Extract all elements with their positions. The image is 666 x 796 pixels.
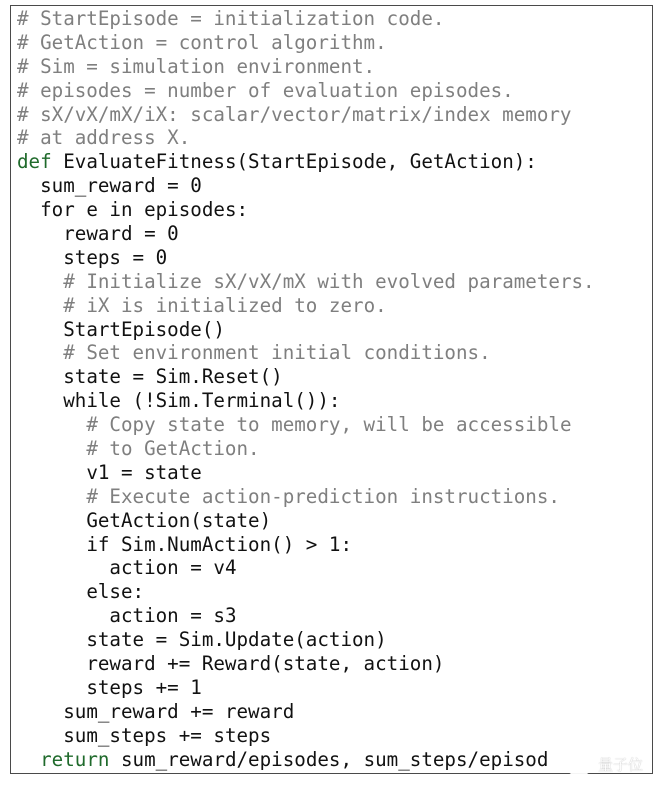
code-indent [17,700,63,723]
code-line [17,31,595,55]
code-indent [17,389,63,412]
code-comment: # Sim = simulation environment. [17,54,376,78]
code-line [17,79,595,103]
code-indent [17,485,86,508]
code-text: StartEpisode() [63,317,225,341]
code-line [17,389,595,413]
code-indent [17,413,86,436]
code-line [17,222,595,246]
watermark-label: 量子位 [598,756,644,774]
code-comment: # iX is initialized to zero. [63,293,387,317]
code-line [17,509,595,533]
code-text: reward = 0 [63,222,179,246]
code-indent [17,748,40,771]
code-indent [17,509,86,532]
code-comment: # Set environment initial conditions. [63,341,491,365]
code-line [17,700,595,724]
code-line [17,413,595,437]
code-line [17,485,595,509]
code-comment: # to GetAction. [86,437,260,461]
code-comment: # Copy state to memory, will be accessible [86,413,572,437]
code-indent [17,365,63,388]
code-text: state = Sim.Reset() [63,365,283,389]
watermark [566,754,643,775]
code-line [17,556,595,580]
code-comment: # episodes = number of evaluation episodes. [17,78,514,102]
code-text: v1 = state [86,460,202,484]
code-indent [17,533,86,556]
code-block [17,7,595,772]
code-line [17,150,595,174]
code-indent [17,270,63,293]
code-text: sum_reward += reward [63,699,295,723]
code-line [17,533,595,557]
code-line [17,437,595,461]
code-indent [17,246,63,269]
code-line [17,126,595,150]
code-text: reward += Reward(state, action) [86,652,445,676]
code-keyword: return [40,747,121,771]
code-keyword: def [17,150,64,174]
code-text: action = s3 [109,604,237,628]
code-indent [17,580,86,603]
code-text: sum_reward = 0 [40,174,202,198]
code-text: while (!Sim.Terminal()): [63,389,341,413]
code-indent [17,461,86,484]
code-text: steps = 0 [63,245,168,269]
code-line [17,246,595,270]
code-indent [17,437,86,460]
code-comment: # Initialize sX/vX/mX with evolved parameters. [63,269,595,293]
code-line [17,604,595,628]
code-line [17,461,595,485]
code-indent [17,198,40,221]
code-indent [17,341,63,364]
code-line [17,341,595,365]
code-indent [17,628,86,651]
code-indent [17,174,40,197]
code-line [17,365,595,389]
code-line [17,724,595,748]
code-indent [17,604,109,627]
code-line [17,55,595,79]
code-text: sum_reward/episodes, sum_steps/episod [120,747,549,771]
code-indent [17,222,63,245]
code-comment: # sX/vX/mX/iX: scalar/vector/matrix/index memory [17,102,572,126]
code-text: GetAction(state) [86,508,272,532]
code-line [17,318,595,342]
code-text: if Sim.NumAction() > 1: [86,532,353,556]
code-comment: # at address X. [17,126,191,150]
code-indent [17,724,63,747]
code-indent [17,318,63,341]
code-indent [17,294,63,317]
code-indent [17,652,86,675]
code-line [17,628,595,652]
code-text: else: [86,580,145,604]
code-line [17,676,595,700]
code-indent [17,556,109,579]
code-line [17,270,595,294]
code-line [17,174,595,198]
code-line [17,294,595,318]
code-comment: # StartEpisode = initialization code. [17,7,445,30]
code-indent [17,676,86,699]
code-text: state = Sim.Update(action) [86,628,387,652]
code-comment: # Execute action-prediction instructions. [86,484,560,508]
code-line [17,198,595,222]
code-comment: # GetAction = control algorithm. [17,30,387,54]
code-text: steps += 1 [86,675,202,699]
code-line [17,7,595,31]
code-text: action = v4 [109,556,237,580]
code-text: for e in episodes: [40,198,249,222]
code-text: sum_steps += steps [63,723,272,747]
code-line [17,103,595,127]
wechat-logo-icon [566,755,592,775]
code-line [17,652,595,676]
code-line [17,748,595,772]
code-text: EvaluateFitness(StartEpisode, GetAction): [63,150,537,174]
code-line [17,580,595,604]
